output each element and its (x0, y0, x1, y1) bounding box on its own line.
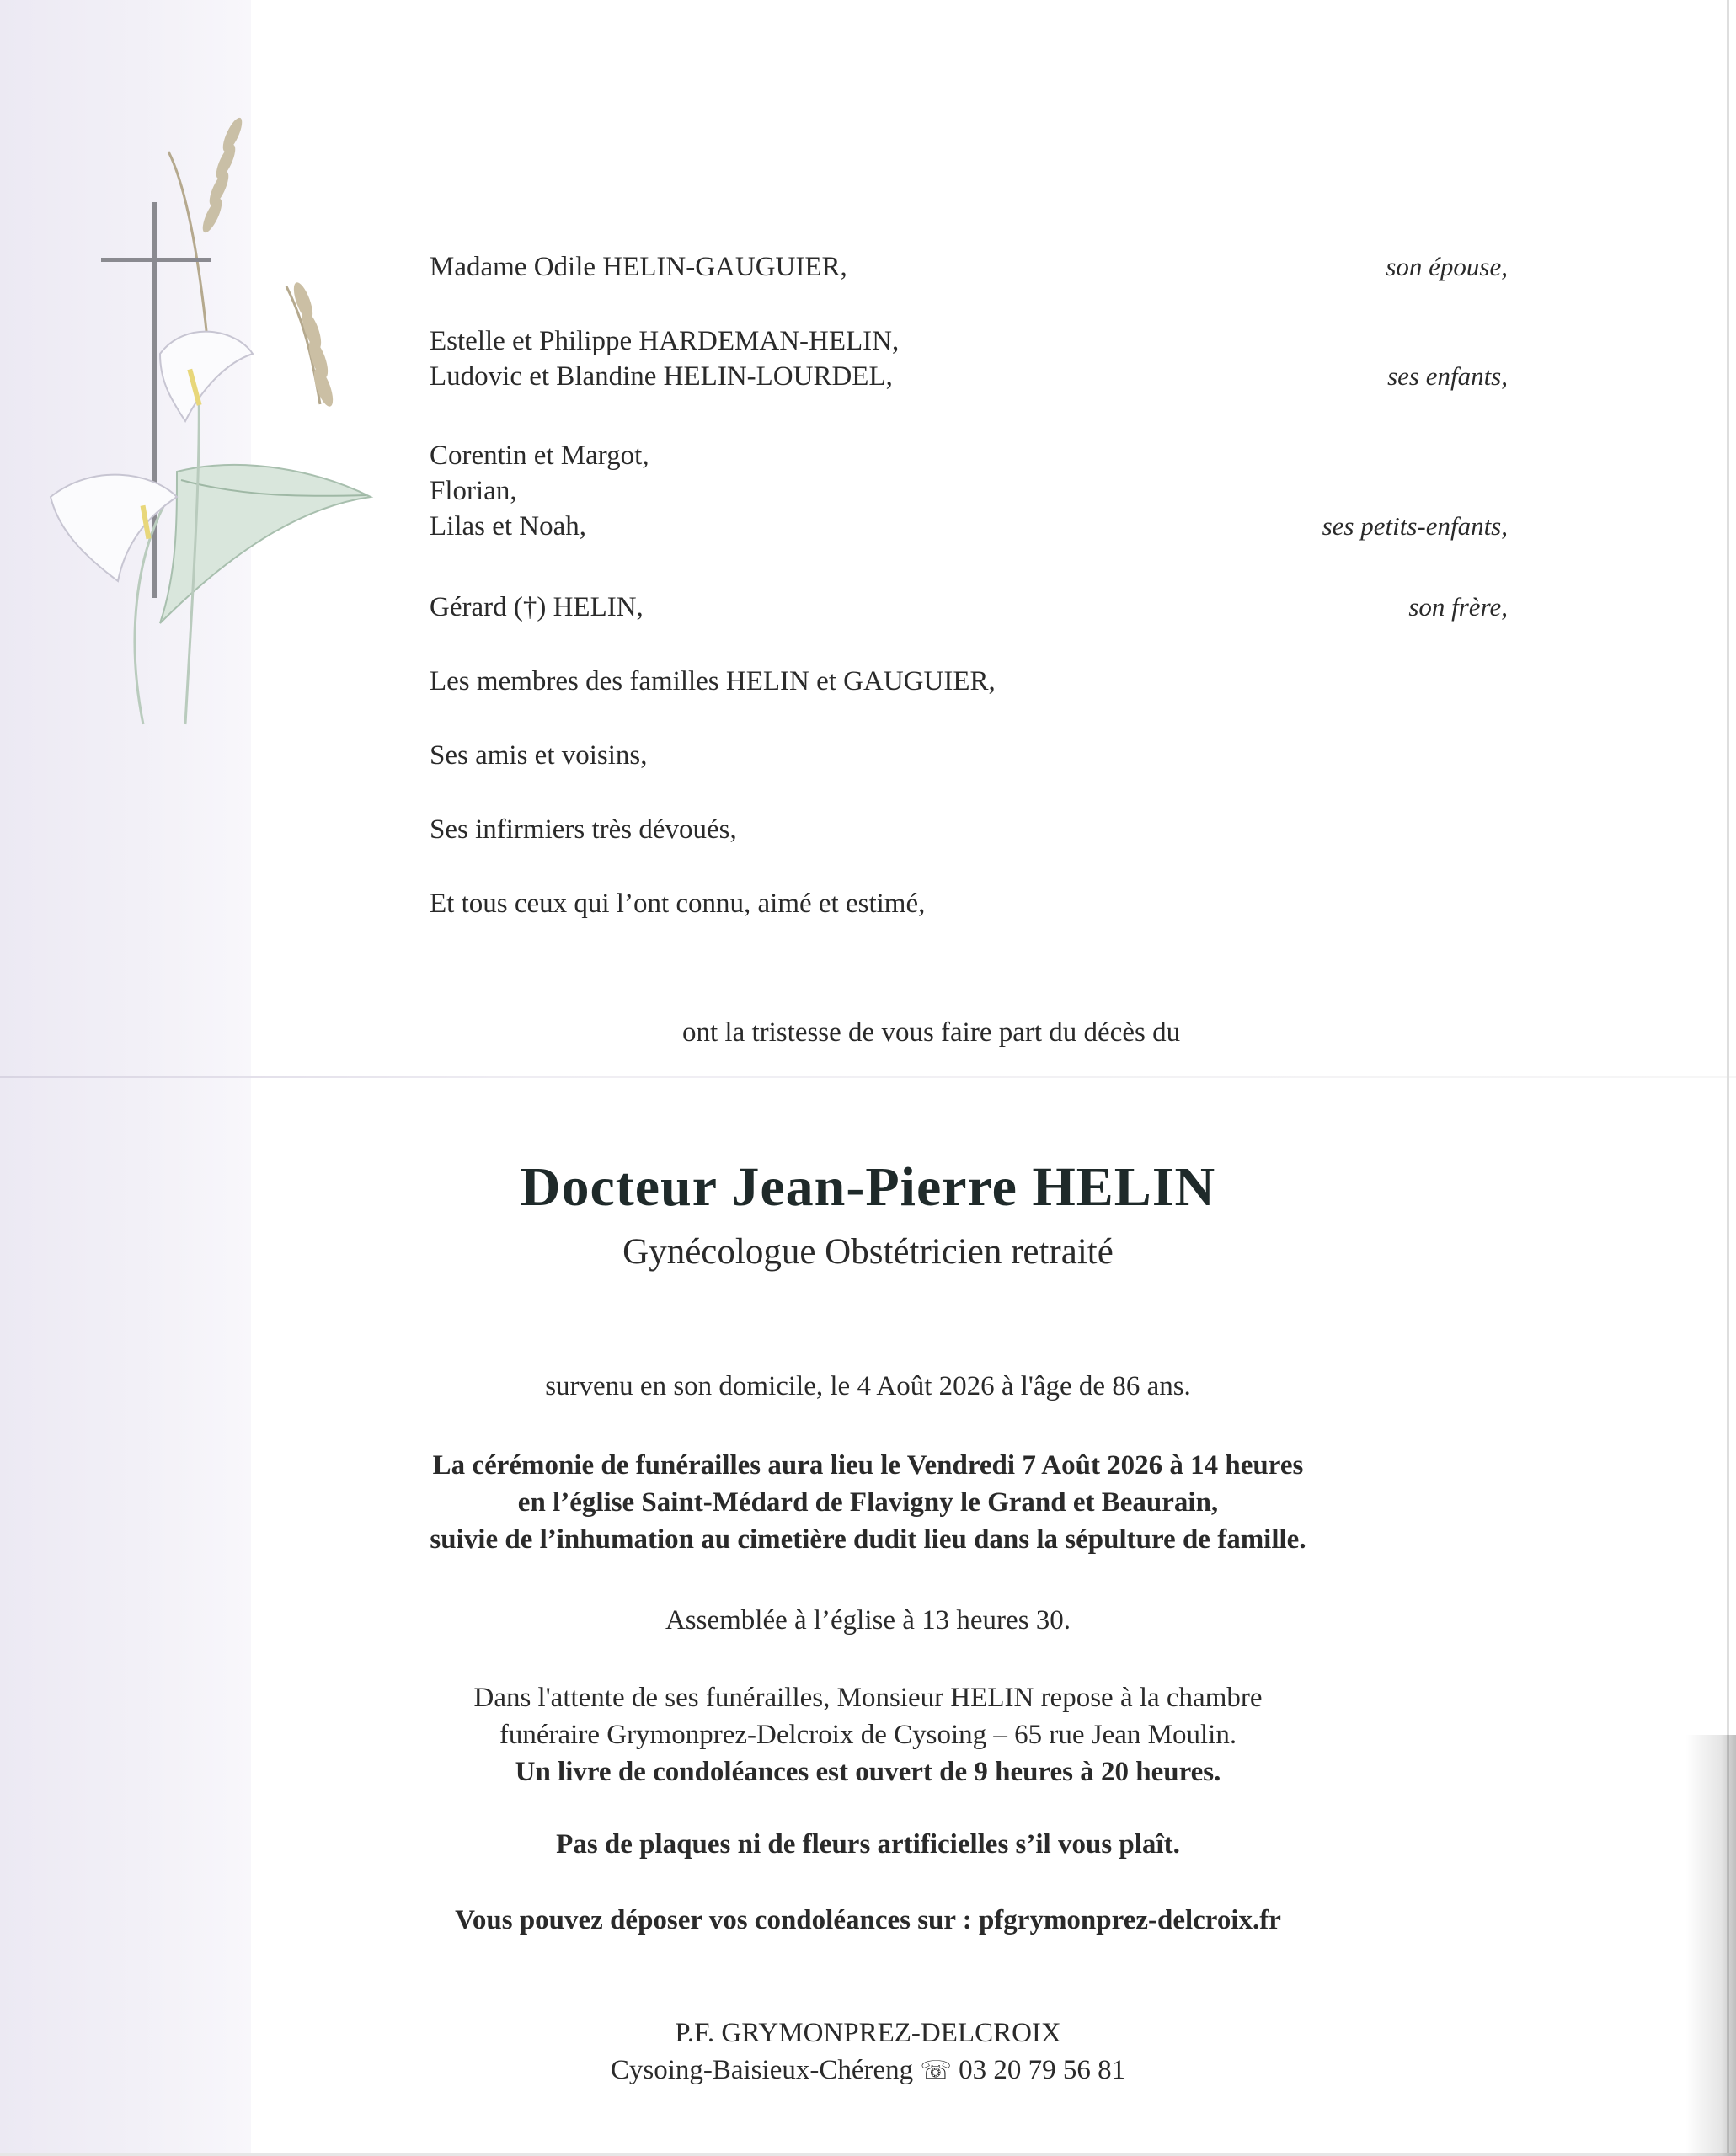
family-entry-nurses (430, 812, 1508, 847)
family-name-line: Madame Odile HELIN-GAUGUIER, (430, 252, 847, 282)
page-edge-bottom (0, 2153, 1736, 2156)
condolence-book: Un livre de condoléances est ouvert de 9 heures à 20 heures. (515, 1757, 1221, 1787)
repose-line: Dans l'attente de ses funérailles, Monsieur HELIN repose à la chambre (473, 1683, 1263, 1713)
deceased-name: Docteur Jean-Pierre HELIN (520, 1156, 1216, 1218)
family-name-line: Et tous ceux qui l’ont connu, aimé et estimé, (430, 889, 926, 919)
family-name-line: Les membres des familles HELIN et GAUGUIER, (430, 666, 996, 696)
family-name-line: Estelle et Philippe HARDEMAN-HELIN, (430, 326, 900, 356)
family-entry-all (430, 886, 1508, 921)
ceremony-line: suivie de l’inhumation au cimetière dudit lieu dans la sépulture de famille. (430, 1524, 1306, 1555)
flowers-note: Pas de plaques ni de fleurs artificielles s’il vous plaît. (556, 1829, 1180, 1860)
fold-line (0, 1076, 1736, 1078)
funeral-home-location: Cysoing-Baisieux-Chéreng (610, 2055, 914, 2085)
family-name-line: Ses infirmiers très dévoués, (430, 814, 737, 845)
family-entry-children (430, 323, 1508, 394)
ceremony-details (0, 1447, 1736, 1558)
ceremony-line: en l’église Saint-Médard de Flavigny le Grand et Beaurain, (517, 1487, 1219, 1518)
cross-lily-ornament-icon (34, 101, 387, 741)
relation-label: son frère, (1408, 592, 1508, 622)
family-name-line: Corentin et Margot, (430, 440, 649, 471)
online-condolences: Vous pouvez déposer vos condoléances sur : pfgrymonprez-delcroix.fr (455, 1905, 1281, 1935)
funeral-home-phone: 03 20 79 56 81 (959, 2055, 1126, 2085)
family-entry-spouse (430, 249, 1508, 285)
assembly-time: Assemblée à l’église à 13 heures 30. (665, 1605, 1071, 1636)
family-name-line: Gérard (†) HELIN, (430, 592, 644, 622)
family-entry-brother (430, 590, 1508, 625)
family-entry-families (430, 664, 1508, 699)
telephone-icon: ☏ (920, 2056, 952, 2085)
deceased-profession: Gynécologue Obstétricien retraité (622, 1232, 1114, 1272)
family-name-line: Ses amis et voisins, (430, 740, 648, 771)
relation-label: ses enfants, (1387, 361, 1508, 391)
family-name-line: Florian, (430, 476, 517, 506)
death-notice: survenu en son domicile, le 4 Août 2026 à l'âge de 86 ans. (545, 1371, 1191, 1401)
repose-details (0, 1679, 1736, 1790)
funeral-home-block (0, 2015, 1736, 2089)
family-entry-grandchildren (430, 438, 1508, 544)
funeral-home-name: P.F. GRYMONPREZ-DELCROIX (675, 2018, 1061, 2048)
repose-line: funéraire Grymonprez-Delcroix de Cysoing – 65 rue Jean Moulin. (499, 1720, 1237, 1750)
scan-shadow (1685, 1735, 1736, 2156)
family-entry-friends (430, 738, 1508, 773)
funeral-home-contact (0, 2052, 1736, 2089)
family-name-line: Lilas et Noah, (430, 511, 587, 542)
family-name-line: Ludovic et Blandine HELIN-LOURDEL, (430, 361, 893, 392)
relation-label: ses petits-enfants, (1322, 511, 1508, 541)
relation-label: son épouse, (1386, 252, 1508, 281)
ceremony-line: La cérémonie de funérailles aura lieu le Vendredi 7 Août 2026 à 14 heures (432, 1450, 1304, 1481)
announcement-text: ont la tristesse de vous faire part du décès du (682, 1017, 1181, 1048)
